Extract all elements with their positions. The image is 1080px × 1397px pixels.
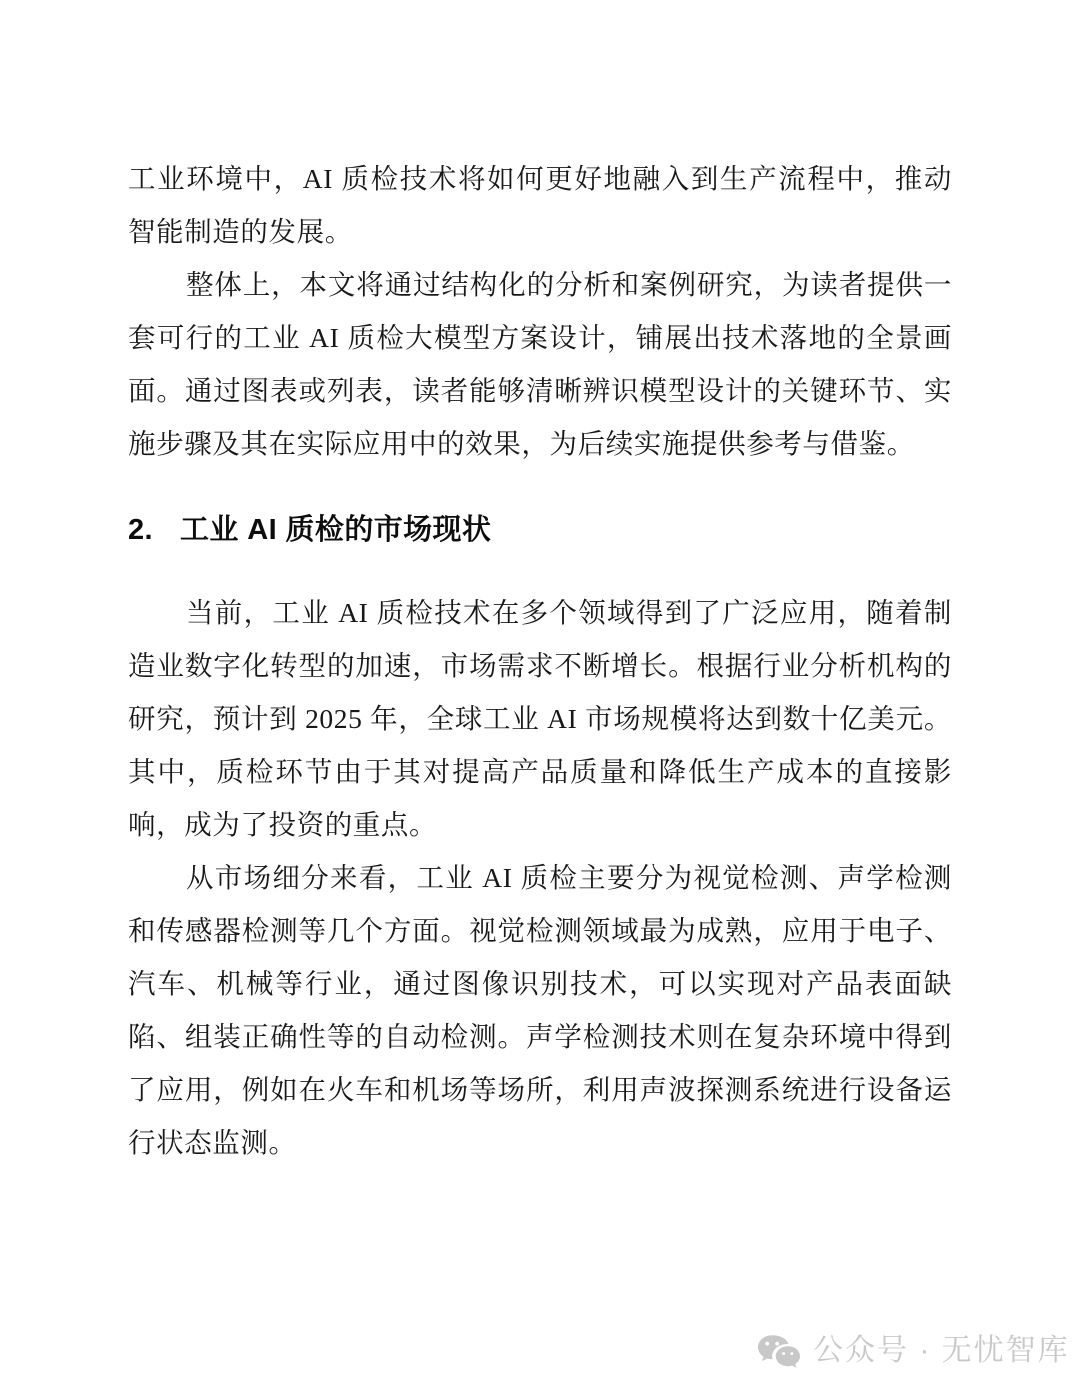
- section-heading-number: 2.: [128, 514, 153, 546]
- section-heading-2: [128, 508, 952, 552]
- wechat-icon: [757, 1334, 801, 1368]
- watermark: [757, 1334, 1070, 1368]
- paragraph-continuation: 工业环境中，AI 质检技术将如何更好地融入到生产流程中，推动智能制造的发展。: [128, 163, 952, 247]
- spacer-after-heading: [128, 552, 952, 586]
- paragraph-overview: 整体上，本文将通过结构化的分析和案例研究，为读者提供一套可行的工业 AI 质检大模型方案设计，铺展出技术落地的全景画面。通过图表或列表，读者能够清晰辨识模型设计的关键环节、实施步骤及其在实际应用中的效果，为后续实施提供参考与借鉴。: [128, 269, 952, 459]
- spacer-before-heading: [128, 470, 952, 508]
- section-heading-title: 工业 AI 质检的市场现状: [180, 514, 492, 546]
- paragraph-market-status: 当前，工业 AI 质检技术在多个领域得到了广泛应用，随着制造业数字化转型的加速，市场需求不断增长。根据行业分析机构的研究，预计到 2025 年，全球工业 AI 市场规模将达到数十亿美元。其中，质检环节由于其对提高产品质量和降低生产成本的直接影响，成为了投资的重点。: [128, 597, 952, 840]
- paragraph-market-segments: 从市场细分来看，工业 AI 质检主要分为视觉检测、声学检测和传感器检测等几个方面。视觉检测领域最为成熟，应用于电子、汽车、机械等行业，通过图像识别技术，可以实现对产品表面缺陷、组装正确性等的自动检测。声学检测技术则在复杂环境中得到了应用，例如在火车和机场等场所，利用声波探测系统进行设备运行状态监测。: [128, 862, 952, 1158]
- document-content: [128, 152, 952, 1169]
- watermark-text: 公众号 · 无忧智库: [813, 1334, 1070, 1367]
